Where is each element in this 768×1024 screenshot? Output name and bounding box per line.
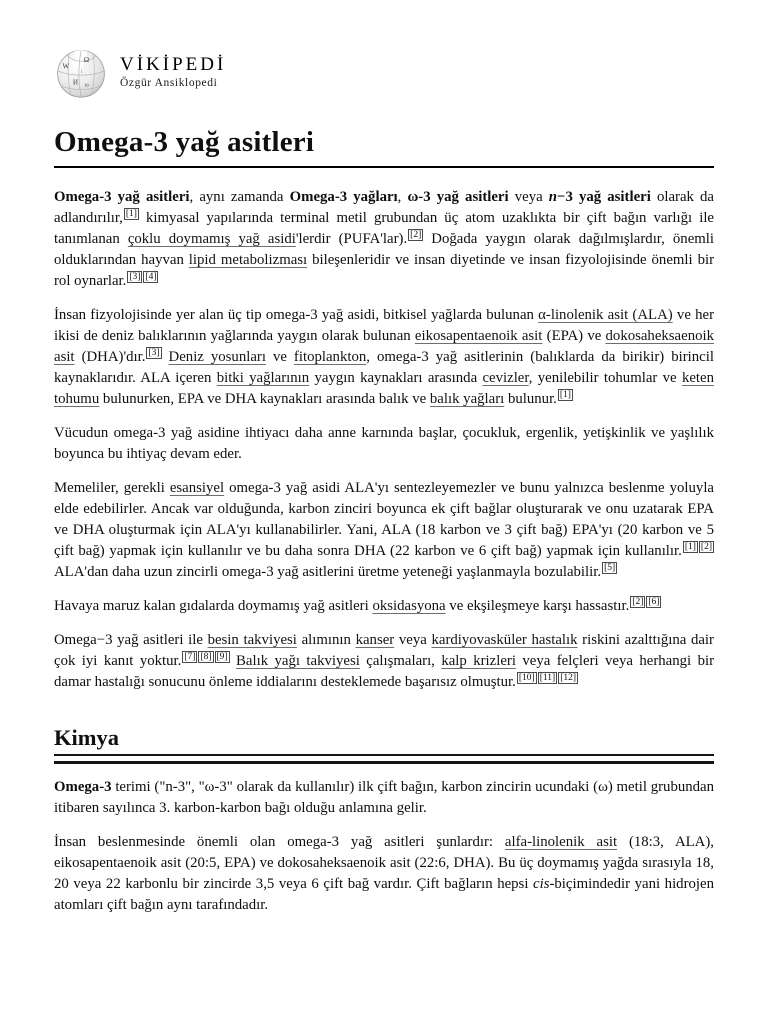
wiki-link[interactable]: alfa-linolenik asit xyxy=(504,833,618,850)
svg-text:i: i xyxy=(81,68,83,75)
text-run: kimyasal yapılarında terminal metil grubundan üç atom uzaklıkta bir çift bağın varlığı ile tanımlanan xyxy=(54,210,714,247)
text-run: omega-3 yağ asidi ALA'yı sentezleyemezler ve bunu yalnızca beslenme yoluyla elde edebilirler. Ancak var olduğunda, karbon zinciri boyunca ek çift bağlar oluşturarak ve onu uzatarak EPA ve DHA oluşturmak için ALA'yı kullanabilirler. Yani, ALA (18 karbon ve 3 çift bağ) EPA'yı (20 karbon ve 5 çift bağ) yapmak için kullanılır ve bu daha sonra DHA (22 karbon ve 6 çift bağ) yapmak için kullanılır. xyxy=(54,480,714,559)
kimya-paragraph-1 xyxy=(54,777,714,819)
wikipedia-logo[interactable] xyxy=(54,44,714,100)
reference-marker[interactable]: [5] xyxy=(604,563,616,574)
text-run: veya xyxy=(508,189,549,205)
wiki-link[interactable]: balık yağları xyxy=(429,391,505,407)
reference-marker[interactable]: [8] xyxy=(200,652,212,663)
text-run: , aynı zamanda xyxy=(189,189,290,205)
reference-marker[interactable]: [7] xyxy=(184,652,196,663)
reference-marker[interactable]: [1] xyxy=(125,209,137,220)
text-run: Omega−3 yağ asitleri ile xyxy=(54,632,208,648)
wiki-link[interactable]: çoklu doymamış yağ asidi xyxy=(127,231,296,247)
wiki-link[interactable]: kardiyovasküler hastalık xyxy=(431,632,578,648)
wiki-link[interactable]: kanser xyxy=(355,632,395,648)
text-run: n xyxy=(548,189,558,205)
text-run: ALA'dan daha uzun zincirli omega-3 yağ asitlerini üretme yeteneği yaşlanmayla bozulabilir. xyxy=(54,564,602,580)
text-run: terimi ("n-3", "ω-3" olarak da kullanılır) ilk çift bağın, karbon zincirin ucundaki (ω) metil grubundan itibaren sayılınca 3. karbon-karbon bağı olduğu anlamına gelir. xyxy=(54,778,714,816)
text-run: Omega-3 yağları xyxy=(289,189,398,205)
wiki-link[interactable]: Deniz yosunları xyxy=(168,349,266,365)
section-heading-rule xyxy=(54,761,714,764)
svg-text:ω: ω xyxy=(84,81,89,89)
text-run: veya xyxy=(394,632,432,648)
text-run: yaygın kaynakları arasında xyxy=(309,370,483,386)
wiki-link[interactable]: cevizler xyxy=(482,370,529,386)
intro-paragraph-1 xyxy=(54,187,714,292)
article-body xyxy=(54,187,714,916)
reference-marker[interactable]: [11] xyxy=(539,673,556,684)
text-run: bulunur. xyxy=(504,391,557,407)
wiki-link[interactable]: oksidasyona xyxy=(372,598,446,614)
text-run: , xyxy=(397,189,408,205)
wiki-link[interactable]: Balık yağı takviyesi xyxy=(236,653,360,669)
text-run: (18:3, ALA), eikosapentaenoik asit (20:5, EPA) ve dokosaheksaenoik asit (22:6, DHA). Bu üç doymamış yağda sırasıyla 18, 20 veya 22 karbonlu bir zincirde 3,5 veya 6 çift bağ vardır. Çift bağların hepsi xyxy=(54,833,714,892)
text-run: alımının xyxy=(296,632,356,648)
text-run: İnsan fizyolojisinde yer alan üç tip omega-3 yağ asidi, bitkisel yağlarda bulunan xyxy=(54,307,539,323)
intro-paragraph-5 xyxy=(54,596,714,617)
text-run: Doğada yaygın olarak dağılmışlardır, önemli olduklarından hayvan xyxy=(54,231,714,268)
text-run: ve her ikisi de deniz balıklarının yağlarında yaygın olarak bulunan xyxy=(54,307,715,344)
reference-marker[interactable]: [2] xyxy=(632,597,644,608)
text-run: veya felçleri veya herhangi bir damar hastalığı sonucunu önleme iddialarını desteklemede başarısız olmuştur. xyxy=(54,653,715,690)
wiki-link[interactable]: α-linolenik asit (ALA) xyxy=(538,307,673,323)
reference-marker[interactable]: [1] xyxy=(684,542,696,553)
intro-paragraph-2 xyxy=(54,305,714,410)
svg-text:Ω: Ω xyxy=(83,56,90,65)
text-run: (EPA) ve xyxy=(542,328,606,344)
text-run: ω-3 yağ asitleri xyxy=(407,189,509,205)
wiki-link[interactable]: eikosapentaenoik asit xyxy=(414,328,543,344)
wikipedia-header xyxy=(54,44,714,100)
reference-marker[interactable]: [10] xyxy=(518,673,535,684)
intro-paragraph-4 xyxy=(54,478,714,583)
text-run: , yenilebilir tohumlar ve xyxy=(528,370,682,386)
wiki-link[interactable]: fitoplankton xyxy=(293,349,367,365)
svg-text:И: И xyxy=(72,78,79,87)
wikipedia-globe-icon xyxy=(54,44,108,100)
text-run: Omega-3 yağ asitleri xyxy=(54,189,190,205)
reference-marker[interactable]: [3] xyxy=(148,348,160,359)
reference-marker[interactable]: [2] xyxy=(700,542,712,553)
text-run: bulunurken, EPA ve DHA kaynakları arasında balık ve xyxy=(99,391,430,407)
text-run: ve xyxy=(265,349,294,365)
text-run: riskini azalttığına dair çok iyi kanıt yoktur. xyxy=(54,632,714,669)
wiki-link[interactable]: esansiyel xyxy=(169,480,225,496)
wiki-link[interactable]: kalp krizleri xyxy=(441,653,516,669)
intro-paragraph-3 xyxy=(54,423,714,465)
text-run: Omega-3 xyxy=(54,778,112,795)
reference-marker[interactable]: [12] xyxy=(560,673,577,684)
text-run: -biçimindedir yani hidrojen atomları çift bağın aynı tarafındadır. xyxy=(54,875,714,913)
text-run: cis xyxy=(533,875,550,892)
intro-paragraph-6 xyxy=(54,630,714,693)
reference-marker[interactable]: [1] xyxy=(559,390,571,401)
wiki-link[interactable]: bitki yağlarının xyxy=(216,370,310,386)
page-title: Omega-3 yağ asitleri xyxy=(54,126,714,168)
svg-text:W: W xyxy=(62,62,70,71)
text-run: ve ekşileşmeye karşı hassastır. xyxy=(445,598,630,614)
text-run: çalışmaları, xyxy=(359,653,442,669)
wiki-link[interactable]: dokosaheksaenoik asit xyxy=(54,328,714,365)
text-run: , omega-3 yağ asitlerinin (balıklarda da birikir) birincil kaynaklarıdır. ALA içeren xyxy=(54,349,714,386)
wiki-link[interactable]: keten tohumu xyxy=(54,370,714,407)
reference-marker[interactable]: [2] xyxy=(410,230,422,241)
wiki-link[interactable]: lipid metabolizması xyxy=(188,252,308,268)
text-run: 'lerdir (PUFA'lar). xyxy=(295,231,408,247)
kimya-paragraph-2 xyxy=(54,832,714,916)
text-run: Memeliler, gerekli xyxy=(54,480,170,496)
text-run: olarak da adlandırılır, xyxy=(54,189,714,226)
reference-marker[interactable]: [9] xyxy=(216,652,228,663)
text-run xyxy=(162,349,169,365)
reference-marker[interactable]: [3] xyxy=(129,272,141,283)
section-heading-kimya: Kimya xyxy=(54,725,714,756)
text-run: bileşenleridir ve insan diyetinde ve insan fizyolojisinde önemli bir rol oynarlar. xyxy=(54,252,715,289)
wikipedia-wordmark: VİKİPEDİ xyxy=(120,54,227,76)
wikipedia-logo-text xyxy=(120,55,226,89)
reference-marker[interactable]: [6] xyxy=(648,597,660,608)
text-run: −3 yağ asitleri xyxy=(557,189,651,205)
text-run: İnsan beslenmesinde önemli olan omega-3 yağ asitleri şunlardır: xyxy=(54,833,505,850)
text-run: Vücudun omega-3 yağ asidine ihtiyacı daha anne karnında başlar, çocukluk, ergenlik, yetişkinlik ve yaşlılık boyunca bu ihtiyaç devam eder. xyxy=(54,425,714,462)
wiki-link[interactable]: besin takviyesi xyxy=(207,632,297,648)
wikipedia-tagline: Özgür Ansiklopedi xyxy=(120,76,218,89)
text-run: Havaya maruz kalan gıdalarda doymamış yağ asitleri xyxy=(54,598,373,614)
text-run: (DHA)'dır. xyxy=(74,349,146,365)
reference-marker[interactable]: [4] xyxy=(145,272,157,283)
